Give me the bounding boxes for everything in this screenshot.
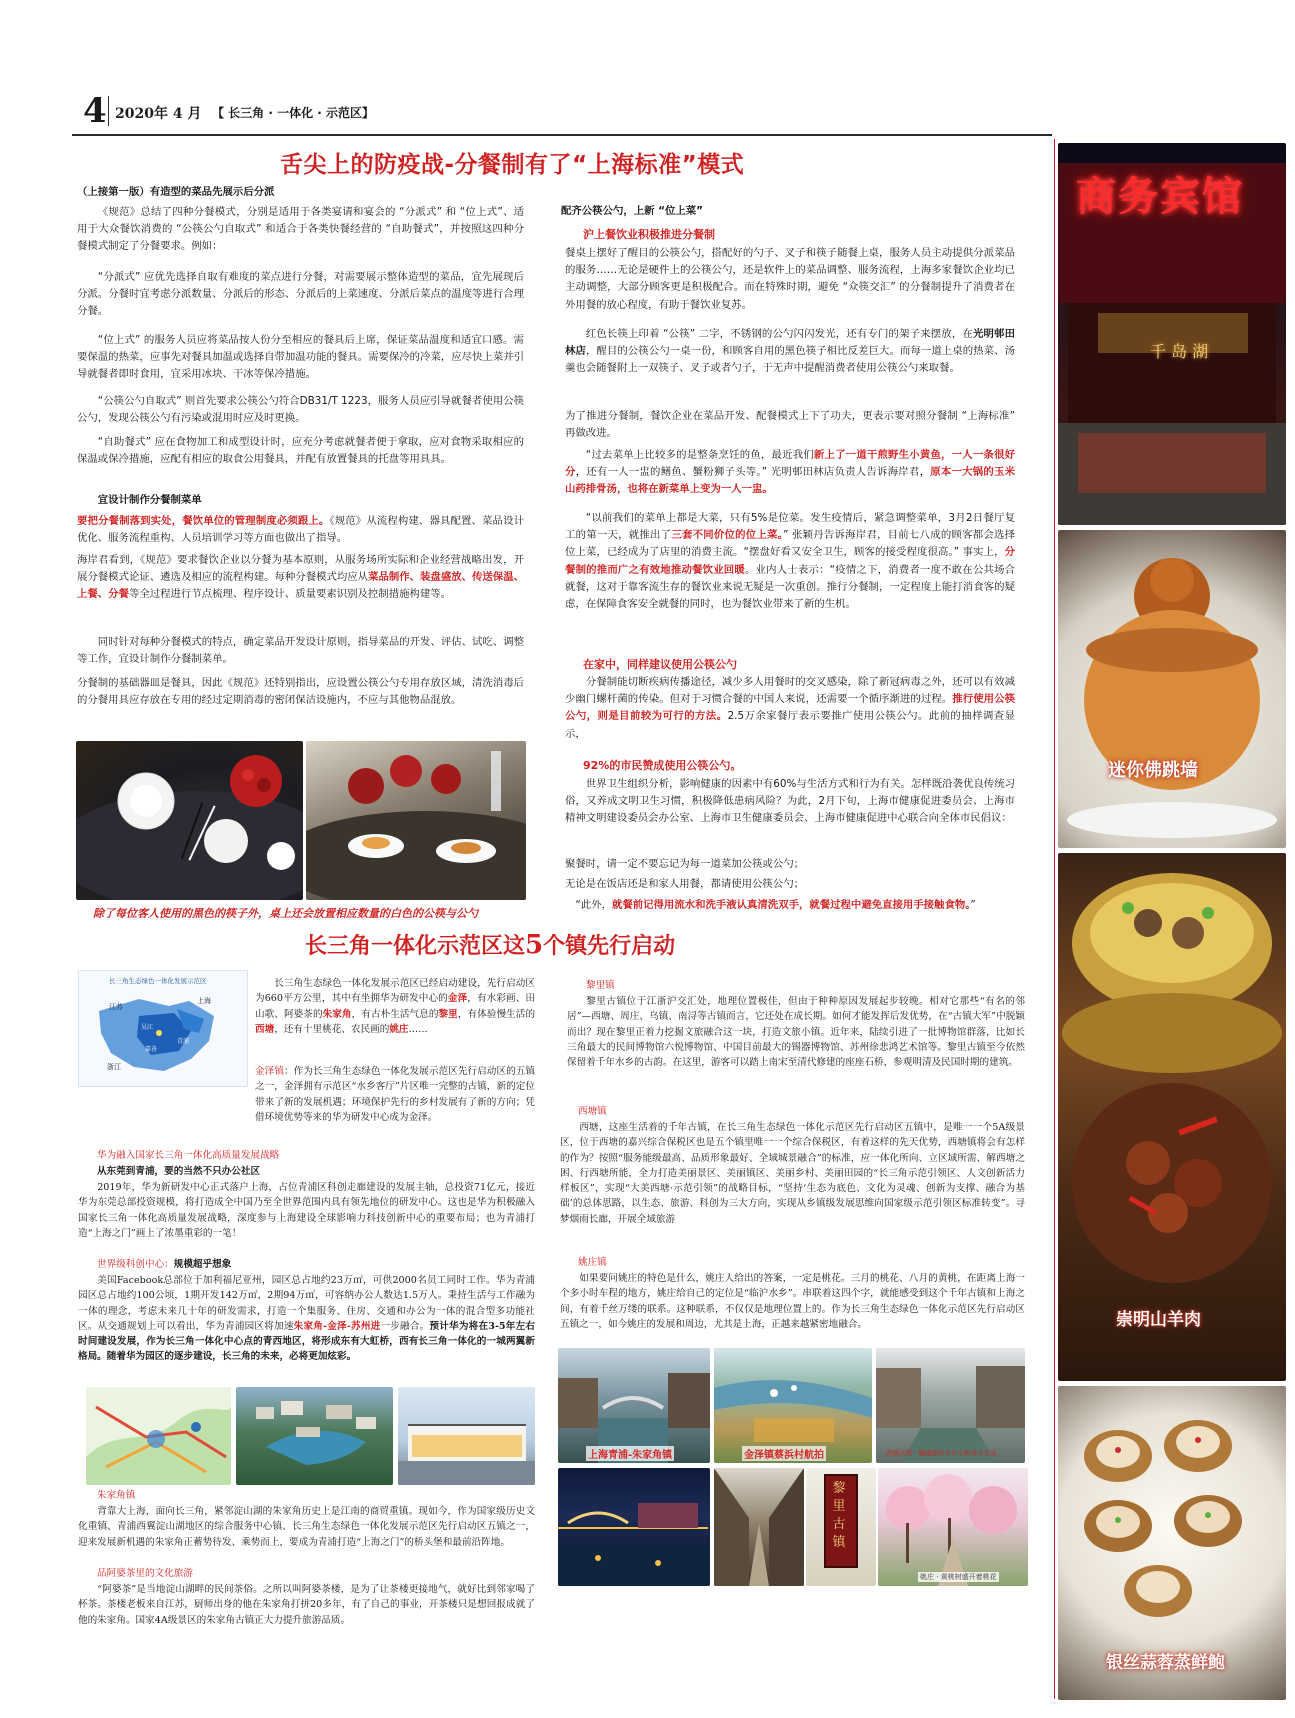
a1-right-h1: 配齐公筷公勺，上新 “位上菜” <box>561 205 703 217</box>
a1-left-p2: 《规范》总结了四种分餐模式，分别是适用于各类宴请和宴会的 “分派式” 和 “位上式”、适用于大众餐饮消费的 “公筷公勺自取式” 和适合于各类快餐经营的 “自助餐式”，并按照这四种分餐模式制定了分餐要求。例如： <box>77 206 524 253</box>
a1-right-p1: 餐桌上摆好了醒目的公筷公勺，搭配好的勺子、叉子和筷子随餐上桌，服务人员主动提供分派菜品的服务……无论是硬件上的公筷公勺，还是软件上的菜品调整、服务流程，上海多家餐饮企业均已主动调整，大部分顾客更是积极配合。而在特殊时期，避免 “众筷交汇” 的分餐制提升了消费者在外用餐的放心程度，有助于餐饮业复苏。 <box>565 247 1015 311</box>
a1-left-p1: （上接第一版）有造型的菜品先展示后分派 <box>77 186 275 198</box>
a2-intro-e: ，有古朴生活气息的 <box>351 1008 439 1020</box>
article1-title: 舌尖上的防疫战-分餐制有了“上海标准”模式 <box>280 152 745 178</box>
map-label-zhejiang: 浙江 <box>107 1063 121 1071</box>
a2-world-c: 一步融合。 <box>380 1320 430 1332</box>
region-map-svg <box>79 971 247 1086</box>
lili-street-svg <box>714 1468 804 1586</box>
caption-xitang: 西塘古镇一撇幽静的水乡小桥流水美景 <box>886 1449 997 1457</box>
header-date: 2020年 4 月 <box>115 106 202 122</box>
a1-right-p5-b: 三套不同价位的位上菜。 <box>671 529 784 542</box>
dining-table-photo-1 <box>76 741 303 900</box>
a1-left-p11: 分餐制的基础器皿是餐具，因此《规范》还特别指出，应设置公筷公勺专用存放区域，清洗消毒后的分餐用具应存放在专用的经过定期消毒的密闭保洁设施内，不应与其他物品混放。 <box>77 677 524 707</box>
article2-title <box>305 929 675 960</box>
region-map <box>78 970 248 1087</box>
a2-lili-heading: 黎里镇 <box>586 980 615 991</box>
photo-qingpu-zhujiajiao <box>558 1348 710 1463</box>
a1-left-p3: “分派式” 应优先选择自取有难度的菜点进行分餐，对需要展示整体造型的菜品，宜先展现后分派。分餐时宜考虑分派数量、分派后的形态、分派后的上菜速度、分派后菜点的温度等进行合理分餐。 <box>77 271 524 318</box>
sidebar-dish2-photo <box>1058 853 1286 1381</box>
a2-intro-k: …… <box>408 1023 428 1035</box>
huawei-campus-aerial <box>236 1387 393 1485</box>
a2-xitang-p: 西塘，这座生活着的千年古镇，在长三角生态绿色一体化示范区先行启动区五镇中，是唯一一个5A级景区，位于西塘的嘉兴综合保税区也是五个镇里唯一一个综合保税区，有着这样的先天优势，西塘镇将会有怎样的作为？按照“服务能级最高、品质形象最好、全域城景融合”的标准，应一体化所向、立区域所需、解西塘之困、行西塘所能，全力打造美丽景区、美丽镇区、美丽乡村、美丽田园的“长三角示范引领区、人文创新活力样板区”，实现“大美西塘·示范引领”的战略目标，“坚持‘生态为底色、文化为灵魂、创新为支撑、融合为基础’的总体思路，以生态、旅游、科创为三大方向，实现从乡镇级发展思维向国家级示范引领区标准转变”。寻梦烟雨长廊，开展全域旅游 <box>560 1122 1025 1225</box>
a2-jinze-head: 金泽镇 <box>255 1066 284 1077</box>
a1-right-s3: 92%的市民赞成使用公筷公勺。 <box>583 759 742 772</box>
a2-amo-p: “阿婆茶”是当地淀山湖畔的民间茶俗。之所以叫阿婆茶楼，是为了让茶楼更接地气，就好比到邻家喝了杯茶。茶楼老板来自江苏，厨师出身的他在朱家角打拼20多年，有了自己的事业，开茶楼只是想回报成就了他的朱家角。国家4A级景区的朱家角古镇正大力提升旅游品质。 <box>78 1584 535 1626</box>
header-rule <box>72 134 1052 136</box>
a2-title-b: 个镇先行启动 <box>543 933 676 959</box>
a2-intro-jinze: 金泽 <box>447 993 468 1005</box>
a2-intro-i: ，还有十里桃花、农民画的 <box>274 1023 390 1035</box>
dish3-label: 银丝蒜蓉蒸鲜鲍 <box>1106 1653 1225 1673</box>
a2-world-h1: 世界级科创中心： <box>97 1259 174 1270</box>
a1-right-p5-a: “以前我们的菜单上都是大菜，只有5%是位菜。发生疫情后，紧急调整菜单，3月2日餐厅复工的第一天，就推出了 <box>565 512 1015 542</box>
map-label-shanghai: 上海 <box>197 997 211 1005</box>
a2-jinze <box>255 1064 535 1125</box>
header-divider <box>108 96 109 126</box>
a1-right-p5 <box>565 510 1015 613</box>
a2-lili-p: 黎里古镇位于江浙沪交汇处，地理位置极佳，但由于种种原因发展起步较晚。相对它那些“有名的邻居”—西塘、周庄、乌镇、南浔等古镇而言，它还处在成长期。如何才能发挥后发优势，在“古镇大军”中脱颖而出？现在黎里正着力挖掘文旅融合这一块，打造文旅小镇。近年来，陆续引进了一批博物馆群落，比如长三角最大的民间博物馆六悦博物馆、中国目前最大的锡器博物馆、苏州徐悲鸿艺术馆等。黎里古镇至今依然保留着千年水乡的古韵。在这里，游客可以踏上南宋至清代修建的座座石桥，参观明清及民国时期的建筑。 <box>567 996 1025 1069</box>
a1-right-p4-d: 原本一大锅的玉米山药排骨汤，也将在新菜单上变为一人一盅。 <box>565 466 1016 496</box>
table-setting-illustration <box>76 741 303 900</box>
lili-night-svg <box>558 1468 710 1586</box>
hotel-sign-text: 商务宾馆 <box>1076 173 1244 220</box>
page-number: 4 <box>83 91 107 131</box>
a1-right-p5-c: ” 张颖丹告诉海岸君，目前七八成的顾客都会选择位上菜，已经成为了店里的消费主流。“摆盘好看又安全卫生，顾客的接受程度很高。” 事实上， <box>565 529 1015 559</box>
map-label-qingpu: 青浦 <box>177 1038 190 1045</box>
a2-intro <box>255 976 535 1037</box>
a2-xitang-heading: 西塘镇 <box>578 1106 607 1117</box>
buddha-jar-svg <box>1058 530 1286 848</box>
a2-world-b: 朱家角-金泽-苏州进 <box>293 1320 381 1332</box>
a2-title-num: 5 <box>525 930 544 960</box>
a1-right-p2-c: ，醒目的公筷公勺一桌一份，和顾客自用的黑色筷子相比反差巨大。而每一道上桌的热菜、汤羹也会随餐附上一双筷子、叉子或者勺子，于无声中提醒消费者使用公筷公勺来取餐。 <box>565 345 1015 375</box>
campus-map-svg <box>86 1387 231 1485</box>
a2-jinze-body: ：作为长三角生态绿色一体化发展示范区先行启动区的五镇之一，金泽拥有示范区“水乡客厅”片区唯一完整的古镇，新的定位带来了新的发展机遇；环境保护先行的乡村发展有了新的方向；凭借环境优势等来的华为研发中心成为金泽。 <box>255 1066 536 1123</box>
a1-left-p7: 宜设计制作分餐制菜单 <box>97 494 202 506</box>
a1-left-p5: “公筷公勺自取式” 则首先要求公筷公勺符合DB31/T 1223，服务人员应引导就餐者使用公筷公勺，发现公筷公勺有污染或混用时应及时更换。 <box>77 395 524 425</box>
a2-title-a: 长三角一体化示范区这 <box>305 933 526 959</box>
a2-intro-lili: 黎里 <box>438 1008 458 1020</box>
a2-world-d: 预计华为将在3-5年左右时间建设发展，作为长三角一体化中心点的青西地区，将形成东有大虹桥，西有长三角一体化的一城两翼新格局。随着华为园区的逐步建设，长三角的未来，必将更加炫彩。 <box>78 1320 536 1363</box>
a1-left-p4: “位上式” 的服务人员应将菜品按人份分至相应的餐具后上席，保证菜品温度和适宜口感。需要保温的热菜，应事先对餐具加温或选择自带加温功能的餐具。需要保冷的冷菜，应尽快上菜并引导就餐者即时食用，宜采用冰块、干冰等保冷措施。 <box>77 334 524 381</box>
a1-right-p4 <box>565 447 1015 499</box>
a2-intro-yaozhuang: 姚庄 <box>389 1023 409 1035</box>
a1-right-p4-a: “过去菜单上比较多的是整条烹饪的鱼，最近我们 <box>585 449 814 461</box>
a2-intro-g: ，有体验慢生活的 <box>457 1008 536 1020</box>
a1-right-p10-c: ” <box>970 899 976 911</box>
a1-left-p10: 同时针对每种分餐模式的特点，确定菜品开发设计原则，指导菜品的开发、评估、试吃、调整等工作，宜设计制作分餐制菜单。 <box>77 636 524 666</box>
dining-table-photo-2 <box>306 741 526 900</box>
a1-left-p8-highlight: 要把分餐制落到实处，餐饮单位的管理制度必须跟上。 <box>77 515 330 527</box>
a2-world-h2: 规模超乎想象 <box>173 1259 232 1270</box>
a2-zhujiajiao-heading: 朱家角镇 <box>97 1490 136 1501</box>
table-setting-illustration-2 <box>306 741 526 900</box>
a1-right-p10 <box>565 897 1045 914</box>
a1-right-p7: 世界卫生组织分析，影响健康的因素中有60%与生活方式和行为有关。怎样既沿袭优良传统习俗，又养成文明卫生习惯，积极降低患病风险？为此，2月下旬，上海市健康促进委员会、上海市精神文明建设委员会办公室、上海市卫生健康委员会、上海市健康促进中心联合向全体市民倡议： <box>565 778 1015 825</box>
a2-intro-c: ，有水彩画、田山歌、阿婆茶的 <box>255 993 536 1020</box>
photo-yaozhuang-peach <box>878 1468 1028 1586</box>
map-title: 长三角生态绿色一体化发展示范区 <box>109 977 207 985</box>
photo-lili-night <box>558 1468 710 1586</box>
huawei-campus-map <box>86 1387 231 1485</box>
a1-right-p6 <box>565 674 1015 743</box>
header-section: 【 长三角 · 一体化 · 示范区】 <box>212 106 375 120</box>
a2-intro-zhujiajiao: 朱家角 <box>322 1008 352 1020</box>
dining-photo-caption: 除了每位客人使用的黑色的筷子外，桌上还会放置相应数量的白色的公筷与公勺 <box>93 907 478 920</box>
building-render-svg <box>398 1387 535 1485</box>
map-label-jiangsu: 江苏 <box>109 1003 123 1011</box>
dish2-label: 崇明山羊肉 <box>1116 1310 1201 1330</box>
caption-qingpu: 上海青浦-朱家角镇 <box>586 1446 674 1461</box>
a1-right-p6-b: 推行使用公筷公勺，则是目前较为可行的方法。 <box>565 693 1016 723</box>
a1-right-p9: 无论是在饭店还是和家人用餐，都请使用公筷公勺； <box>565 878 804 890</box>
a1-right-p6-a: 分餐制能切断疾病传播途径，减少多人用餐时的交叉感染，除了新冠病毒之外，还可以有效减少幽门螺杆菌的传染。但对于习惯合餐的中国人来说，还需要一个循序渐进的过程。 <box>565 676 1015 706</box>
dish1-label: 迷你佛跳墙 <box>1108 760 1198 781</box>
a2-world-heading <box>97 1257 537 1272</box>
a2-yaozhuang-p: 如果要问姚庄的特色是什么，姚庄人给出的答案，一定是桃花。三月的桃花、八月的黄桃，在距离上海一个多小时车程的地方，姚庄给自己的定位是“临沪水乡”。串联着这四个字，就能感受到这个千年古镇和上海之间，有着千丝万缕的联系。这种联系，不仅仅是地理位置上的。作为长三角生态绿色一体化示范区先行启动区五镇之一，如今姚庄的发展和周边，尤其是上海，正越来越紧密地融合。 <box>560 1273 1025 1330</box>
a1-right-p2-store: 光明邨田林店 <box>565 328 1015 358</box>
map-label-jiashan: 嘉善 <box>145 1046 158 1053</box>
sidebar-frame <box>1054 139 1055 1699</box>
a1-left-p9-text: 海岸君看到，《规范》要求餐饮企业以分餐为基本原则，从服务场所实际和企业经营战略出发，开展分餐模式论证、遴选及相应的流程构建。每种分餐模式均应从 <box>77 554 524 584</box>
a2-amo-heading: 品阿婆茶里的文化旅游 <box>97 1568 193 1579</box>
sidebar-hotel-night-photo <box>1058 143 1286 525</box>
map-label-wujiang: 吴江 <box>141 1024 154 1031</box>
a1-right-p6-c: 2.5万余家餐厅表示要推广使用公筷公勺。此前的抽样调查显示， <box>565 710 1016 740</box>
a1-right-s2: 在家中，同样建议使用公筷公勺 <box>583 658 737 671</box>
a1-right-p10-b: 就餐前记得用流水和洗手液认真清洗双手，就餐过程中避免直接用手接触食物。 <box>611 899 971 911</box>
a2-zhujiajiao-p: 背靠大上海，面向长三角，紧邻淀山湖的朱家角历史上是江南的商贸重镇。现如今，作为国家级历史文化重镇、青浦西翼淀山湖地区的综合服务中心镇、长三角生态绿色一体化发展示范区先行启动区五镇之一，迎来发展新机遇的朱家角正蓄势待发、乘势而上，要成为青浦打造“上海之门”的桥头堡和最前沿阵地。 <box>78 1506 535 1548</box>
a1-left-p9-highlight: 菜品制作、装盘盛放、传送保温、上餐、分餐 <box>77 571 525 601</box>
a2-intro-xitang: 西塘 <box>255 1023 275 1035</box>
huawei-building-render <box>398 1387 535 1485</box>
a1-left-p8 <box>77 513 524 547</box>
a1-right-p2 <box>565 326 1015 378</box>
caption-yaozhuang: 姚庄 · 黄桃树盛开着桃花 <box>920 1573 997 1581</box>
a2-huawei-p1: 2019年，华为新研发中心正式落户上海，占位青浦区科创走廊建设的发展主轴，总投资71亿元，接近华为东莞总部投资规模，将打造成全中国乃至全世界范围内具有领先地位的研发中心。这也是华为积极融入国家长三角一体化高质量发展战略，深度参与上海建设全球影响力科技创新中心的重要布局；也为青浦打造“上海之门”画上了浓墨重彩的一笔！ <box>78 1182 535 1239</box>
photo-xitang-canal <box>876 1348 1025 1463</box>
hotpot-svg <box>1058 853 1286 1381</box>
photo-jinze-aerial <box>714 1348 872 1463</box>
campus-aerial-svg <box>236 1387 393 1485</box>
a1-right-p5-e: 。业内人士表示：“疫情之下，消费者一度不敢在公共场合就餐，这对于靠客流生存的餐饮业来说无疑是一次重创。推行分餐制，一定程度上能打消食客的疑虑，在保障食客安全就餐的同时，也为餐饮业带来了新的生机。 <box>565 563 1015 611</box>
a1-left-p9 <box>77 552 524 604</box>
a2-huawei-sub: 从东莞到青浦，要的当然不只办公社区 <box>97 1166 261 1177</box>
a1-right-p2-a: 红色长筷上印着 “公筷” 二字，不锈钢的公勺闪闪发光，还有专门的架子来摆放，在 <box>585 328 973 340</box>
a2-intro-a: 长三角生态绿色一体化发展示范区已经启动建设，先行启动区为660平方公里，其中有坐拥华为研发中心的 <box>255 978 535 1005</box>
sidebar-dish3-photo <box>1058 1386 1286 1700</box>
caption-jinze: 金泽镇蔡浜村航拍 <box>742 1446 826 1461</box>
a1-right-p4-b: 新上了一道干煎野生小黄鱼，一人一条很好分 <box>565 449 1015 479</box>
a1-left-p9-text2: 等全过程进行节点梳理、程序设计、质量要素识别及控制措施构建等。 <box>128 588 452 601</box>
photo-lili-street <box>714 1468 804 1586</box>
a2-huawei-heading: 华为融入国家长三角一体化高质量发展战略 <box>97 1150 280 1161</box>
a1-left-p6: “自助餐式” 应在食物加工和成型设计时，应充分考虑就餐者便于拿取，应对食物采取相应的保温或保冷措施，应配有相应的取食公用餐具，并配有放置餐具的托盘等用具具。 <box>77 436 524 466</box>
a2-yaozhuang-heading: 姚庄镇 <box>578 1257 607 1268</box>
a2-world-p <box>78 1273 535 1365</box>
lili-sign-text: 黎里古镇 <box>832 1481 846 1550</box>
a1-right-s1: 沪上餐饮业积极推进分餐制 <box>583 228 715 241</box>
a1-right-p3: 为了推进分餐制，餐饮企业在菜品开发、配餐模式上下了功夫，更表示要对照分餐制 “上海标准” 再做改进。 <box>565 410 1015 440</box>
a1-right-p8: 聚餐时，请一定不要忘记为每一道菜加公筷或公勺； <box>565 858 804 870</box>
photo-lili-sign <box>806 1468 876 1586</box>
a1-right-p4-c: ，还有一人一盅的鳝鱼、蟹粉狮子头等。” 光明邨田林店负责人告诉海岸君， <box>575 466 931 479</box>
a2-world-a: 美国Facebook总部位于加利福尼亚州，园区总占地约23万㎡，可供2000名员工同时工作。华为青浦园区总占地约100公顷，1期开发142万㎡，2期94万㎡，可容纳办公人数达1.5万人。秉持生活与工作融为一体的理念，考虑未来几十年的研发需求，打造一个集服务、住房、交通和办公为一体的混合型多功能社区。从交通规划上可以看出，华为青浦园区将加速 <box>78 1275 535 1332</box>
xitang-canal-svg <box>876 1348 1025 1463</box>
a1-right-p5-d: 分餐制的推而广之有效地推动餐饮业回暖 <box>565 546 1015 576</box>
a1-right-p10-a: “此外， <box>575 899 612 911</box>
sidebar-dish1-photo <box>1058 530 1286 848</box>
a1-left-p8-text: 《规范》从流程构建、器具配置、菜品设计优化、服务流程重构、人员培训学习等方面也做出了指导。 <box>77 515 524 545</box>
hotel-sign-text-2: 千 岛 湖 <box>1150 342 1209 361</box>
yaozhuang-peach-svg <box>878 1468 1028 1586</box>
